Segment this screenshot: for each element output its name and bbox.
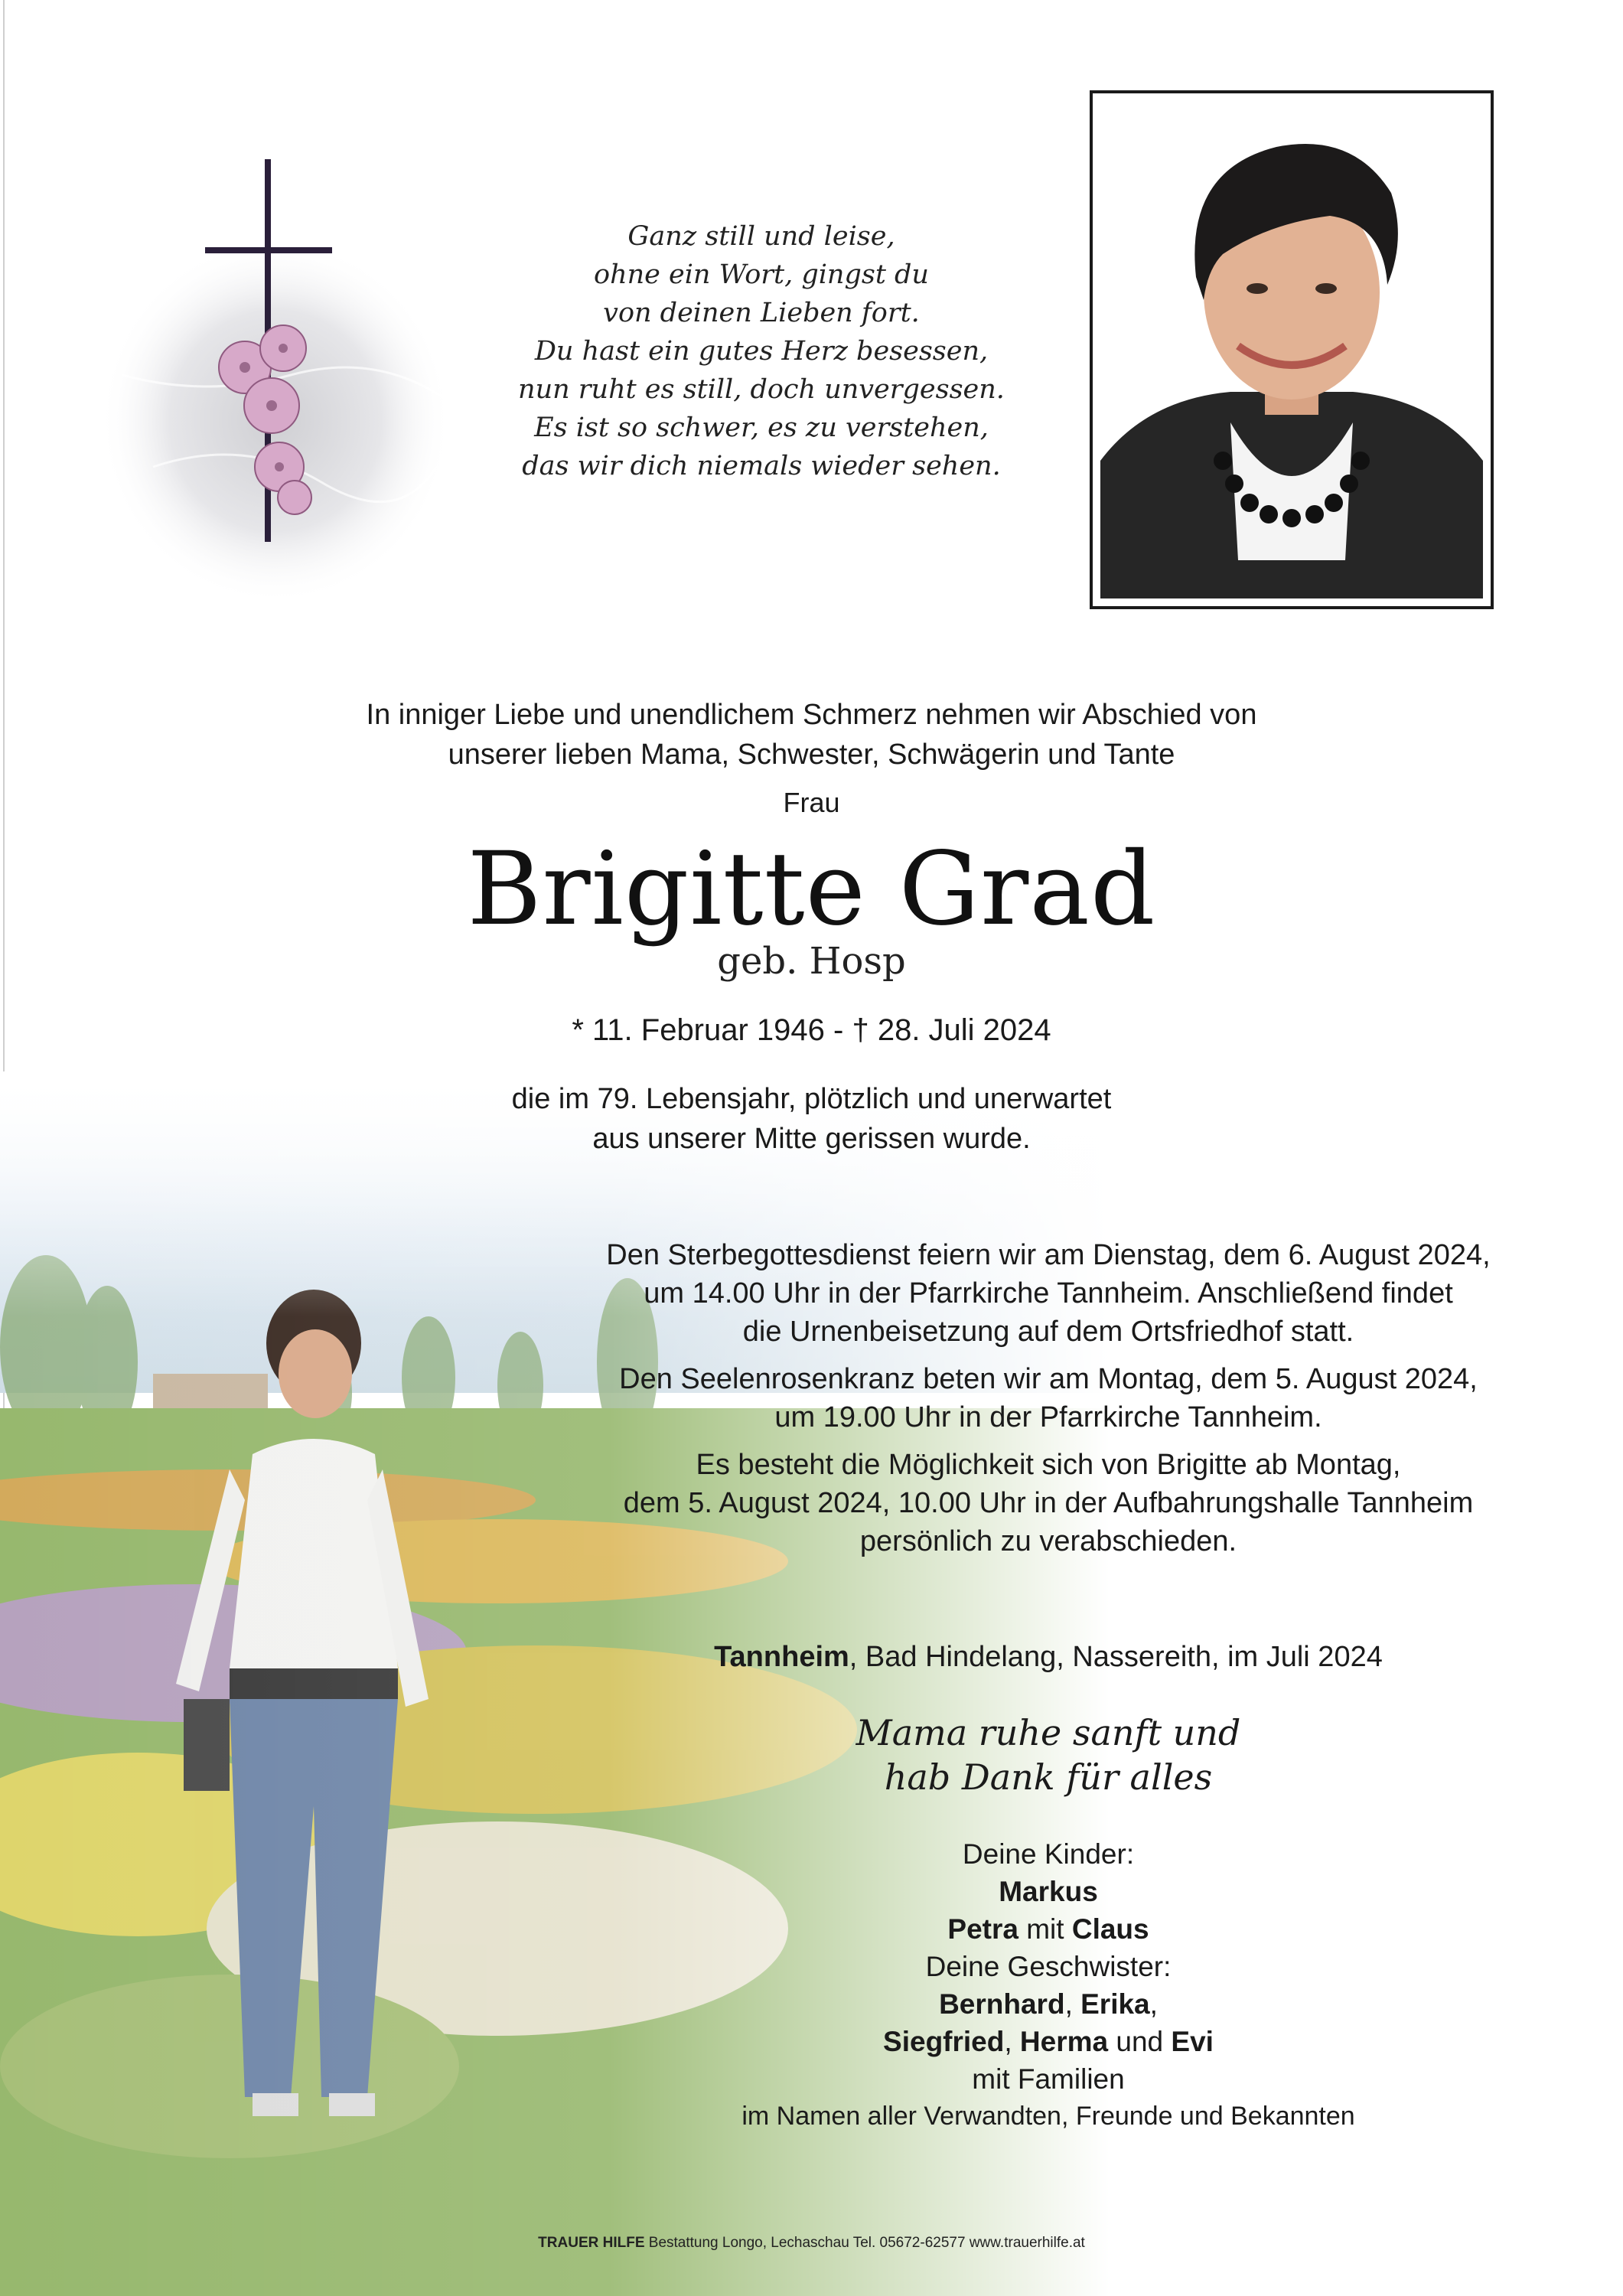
salutation: Frau [783, 787, 840, 818]
farewell-message [566, 1711, 1530, 1799]
age-line-1: die im 79. Lebensjahr, plötzlich und unerwartet [511, 1083, 1112, 1115]
life-dates: * 11. Februar 1946 - † 28. Juli 2024 [572, 1013, 1051, 1047]
viewing-line: persönlich zu verabschieden. [859, 1525, 1237, 1557]
place-rest: , Bad Hindelang, Nassereith, im Juli 2024 [849, 1641, 1383, 1673]
mass-line: die Urnenbeisetzung auf dem Ortsfriedhof statt. [742, 1316, 1354, 1348]
place-and-date [566, 1638, 1530, 1676]
service-details [566, 1236, 1530, 1570]
sibling-name: Herma [1019, 2026, 1109, 2057]
footer-text: Bestattung Longo, Lechaschau Tel. 05672-62577 www.trauerhilfe.at [644, 2235, 1085, 2251]
portrait-photo [1090, 90, 1494, 609]
sibling-name: Bernhard [939, 1988, 1065, 2020]
child-name: Petra [947, 1913, 1018, 1945]
siblings-label: Deine Geschwister: [925, 1951, 1172, 1982]
poem-line: Du hast ein gutes Herz besessen, [534, 336, 989, 367]
intro-line-1: In inniger Liebe und unendlichem Schmerz nehmen wir Abschied von [366, 699, 1257, 731]
age-line-2: aus unserer Mitte gerissen wurde. [592, 1123, 1031, 1155]
poem-line: Es ist so schwer, es zu verstehen, [534, 413, 989, 443]
intro-line-2: unserer lieben Mama, Schwester, Schwägerin und Tante [448, 739, 1175, 771]
poem-line: ohne ein Wort, gingst du [594, 259, 929, 290]
rosary-line: Den Seelenrosenkranz beten wir am Montag, dem 5. August 2024, [619, 1363, 1478, 1395]
memorial-poem [444, 217, 1079, 485]
mass-line: Den Sterbegottesdienst feiern wir am Dienstag, dem 6. August 2024, [606, 1239, 1491, 1271]
separator: , [1064, 1988, 1081, 2020]
rosary-line: um 19.00 Uhr in der Pfarrkirche Tannheim. [774, 1401, 1322, 1433]
footer-brand: TRAUER HILFE [538, 2235, 645, 2251]
viewing-info [566, 1446, 1530, 1561]
separator: , [1149, 1988, 1158, 2020]
age-statement [0, 1079, 1623, 1159]
mourners-list [566, 1835, 1530, 2135]
connector-text: und [1108, 2026, 1172, 2057]
mass-line: um 14.00 Uhr in der Pfarrkirche Tannheim. Anschließend findet [644, 1277, 1453, 1309]
footer-credits [0, 2235, 1623, 2252]
separator: , [1004, 2026, 1020, 2057]
children-label: Deine Kinder: [962, 1838, 1135, 1870]
maiden-name: geb. Hosp [717, 940, 906, 983]
deceased-name: Brigitte Grad [467, 830, 1156, 948]
connector-text: mit [1018, 1913, 1072, 1945]
viewing-line: Es besteht die Möglichkeit sich von Brigitte ab Montag, [696, 1449, 1401, 1481]
funeral-mass-info [566, 1236, 1530, 1351]
viewing-line: dem 5. August 2024, 10.00 Uhr in der Aufbahrungshalle Tannheim [623, 1487, 1474, 1519]
rosary-info [566, 1360, 1530, 1437]
place-bold: Tannheim [714, 1641, 849, 1673]
poem-line: von deinen Lieben fort. [603, 298, 920, 328]
poem-line: Ganz still und leise, [627, 221, 895, 252]
sibling-name: Evi [1171, 2026, 1214, 2057]
poem-line: nun ruht es still, doch unvergessen. [518, 374, 1005, 405]
sibling-name: Siegfried [883, 2026, 1005, 2057]
families-text: mit Familien [972, 2063, 1125, 2095]
poem-line: das wir dich niemals wieder sehen. [522, 451, 1001, 481]
farewell-line-2: hab Dank für alles [884, 1756, 1213, 1798]
relatives-text: im Namen aller Verwandten, Freunde und Bekannten [741, 2102, 1355, 2131]
farewell-line-1: Mama ruhe sanft und [855, 1712, 1241, 1753]
intro-text [0, 695, 1623, 775]
sibling-name: Erika [1080, 1988, 1150, 2020]
partner-name: Claus [1071, 1913, 1149, 1945]
child-name: Markus [999, 1876, 1098, 1907]
